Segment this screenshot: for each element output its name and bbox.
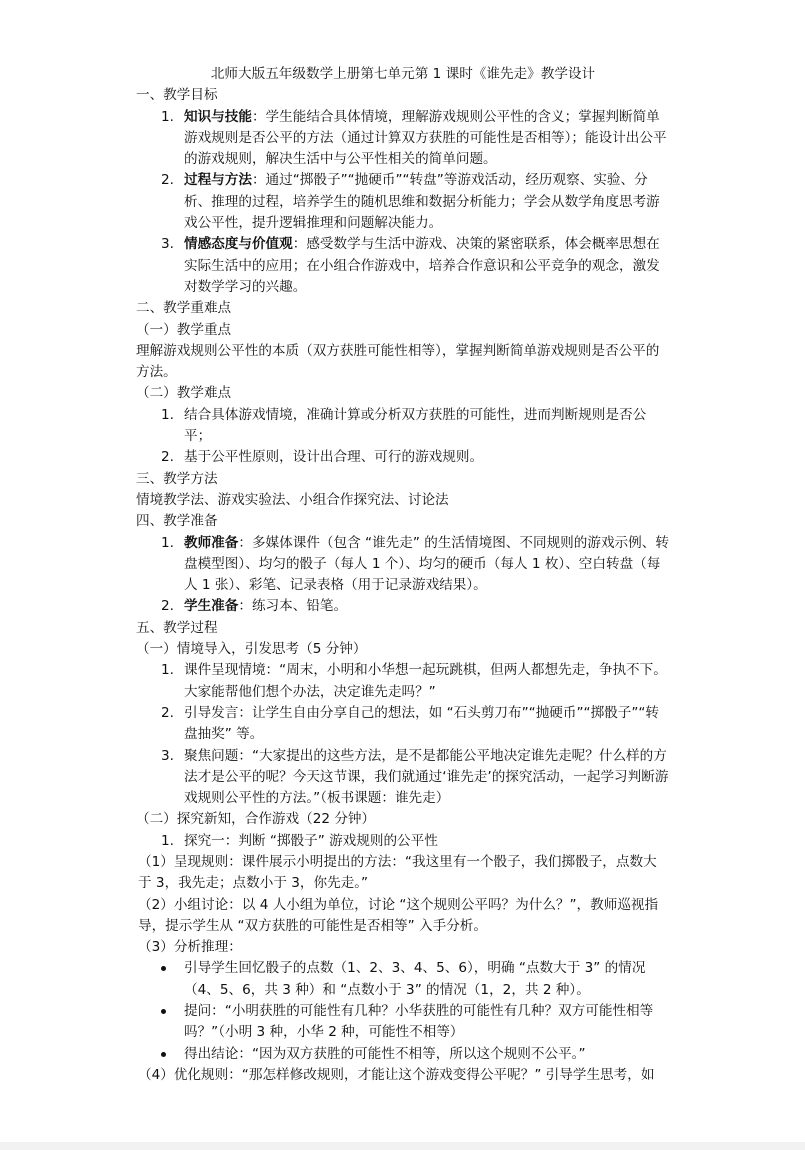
step-group-discussion: （2）小组讨论：以 4 人小组为单位，讨论 “这个规则公平吗？为什么？”，教师巡视指导，提示学生从 “双方获胜的可能性是否相等” 入手分析。 bbox=[138, 896, 659, 934]
item-text: 聚焦问题：“大家提出的这些方法，是不是都能公平地决定谁先走呢？什么样的方法才是公平的呢？今天这节课，我们就通过‘谁先走’的探究活动，一起学习判断游戏规则公平性的方法。”（板书课题：谁先走） bbox=[184, 747, 669, 807]
section-heading-process: 五、教学过程 bbox=[136, 619, 218, 636]
item-label: 情感态度与价值观 bbox=[184, 236, 293, 253]
list-item bbox=[136, 533, 670, 597]
subheading-difficulty: （二）教学难点 bbox=[136, 385, 232, 402]
list-number: 1. bbox=[161, 534, 174, 551]
subheading-key-point: （一）教学重点 bbox=[136, 321, 232, 338]
bullet-dot-icon bbox=[161, 1052, 166, 1057]
analysis-bullets bbox=[136, 958, 670, 1064]
bullet-item bbox=[136, 958, 670, 1001]
list-item bbox=[136, 107, 670, 171]
list-item bbox=[136, 447, 670, 468]
item-label: 过程与方法 bbox=[184, 172, 252, 189]
item-label: 学生准备 bbox=[184, 598, 239, 615]
list-number: 1. bbox=[161, 108, 174, 125]
bullet-dot-icon bbox=[161, 1009, 166, 1014]
difficulty-list bbox=[136, 405, 670, 469]
section-heading-key-points: 二、教学重难点 bbox=[136, 300, 232, 317]
list-number: 2. bbox=[161, 449, 174, 466]
item-text: ：学生能结合具体情境，理解游戏规则公平性的含义；掌握判断简单游戏规则是否公平的方法（通过计算双方获胜的可能性是否相等）；能设计出公平的游戏规则，解决生活中与公平性相关的简单问题。 bbox=[184, 108, 667, 168]
bullet-item bbox=[136, 1001, 670, 1044]
bullet-item bbox=[136, 1044, 670, 1065]
list-item bbox=[136, 405, 670, 448]
methods-text: 情境教学法、游戏实验法、小组合作探究法、讨论法 bbox=[136, 491, 449, 508]
bullet-dot-icon bbox=[161, 966, 166, 971]
bullet-text: 提问：“小明获胜的可能性有几种？小华获胜的可能性有几种？双方可能性相等吗？”（小明 3 种，小华 2 种，可能性不相等） bbox=[184, 1003, 654, 1041]
bullet-text: 得出结论：“因为双方获胜的可能性不相等，所以这个规则不公平。” bbox=[184, 1045, 586, 1062]
step-optimize-rule: （4）优化规则：“那怎样修改规则，才能让这个游戏变得公平呢？” 引导学生思考，如 bbox=[138, 1066, 655, 1083]
list-number: 1. bbox=[161, 662, 174, 679]
item-text: ：练习本、铅笔。 bbox=[238, 598, 348, 615]
document-title: 北师大版五年级数学上册第七单元第 1 课时《谁先走》教学设计 bbox=[210, 66, 596, 82]
document-content bbox=[136, 64, 670, 1086]
bullet-text: 引导学生回忆骰子的点数（1、2、3、4、5、6），明确 “点数大于 3” 的情况（4、5、6，共 3 种）和 “点数小于 3” 的情况（1，2，共 2 种）。 bbox=[184, 960, 646, 998]
item-text: 探究一：判断 “掷骰子” 游戏规则的公平性 bbox=[184, 832, 438, 849]
explore-list bbox=[136, 831, 670, 852]
list-number: 1. bbox=[161, 832, 174, 849]
list-number: 2. bbox=[161, 704, 174, 721]
item-text: ：通过“掷骰子”“抛硬币”“转盘”等游戏活动，经历观察、实验、分析、推理的过程，培养学生的随机思维和数据分析能力；学会从数学角度思考游戏公平性，提升逻辑推理和问题解决能力。 bbox=[184, 172, 660, 232]
list-item bbox=[136, 746, 670, 810]
list-item bbox=[136, 170, 670, 234]
step-present-rule: （1）呈现规则：课件展示小明提出的方法：“我这里有一个骰子，我们掷骰子，点数大于 3，我先走；点数小于 3，你先走。” bbox=[138, 853, 657, 892]
item-text: 课件呈现情境：“周末，小明和小华想一起玩跳棋，但两人都想先走，争执不下。大家能帮他们想个办法，决定谁先走吗？” bbox=[184, 662, 667, 700]
list-item bbox=[136, 660, 670, 703]
item-label: 知识与技能 bbox=[184, 108, 252, 125]
preparation-list bbox=[136, 533, 670, 618]
step-analysis: （3）分析推理： bbox=[138, 939, 242, 956]
intro-list bbox=[136, 660, 670, 809]
list-number: 1. bbox=[161, 406, 174, 423]
item-text: 引导发言：让学生自由分享自己的想法，如 “石头剪刀布”“抛硬币”“掷骰子”“转盘抽奖” 等。 bbox=[184, 704, 660, 743]
section-heading-methods: 三、教学方法 bbox=[136, 470, 218, 487]
subheading-intro: （一）情境导入，引发思考（5 分钟） bbox=[136, 641, 367, 658]
objectives-list bbox=[136, 107, 670, 299]
item-text: 基于公平性原则，设计出合理、可行的游戏规则。 bbox=[184, 449, 484, 466]
list-number: 3. bbox=[161, 747, 174, 764]
list-number: 3. bbox=[161, 236, 174, 253]
list-number: 2. bbox=[161, 598, 174, 615]
subheading-explore: （二）探究新知，合作游戏（22 分钟） bbox=[136, 811, 376, 828]
list-number: 2. bbox=[161, 172, 174, 189]
key-point-text: 理解游戏规则公平性的本质（双方获胜可能性相等），掌握判断简单游戏规则是否公平的方法。 bbox=[136, 342, 660, 381]
item-text: 结合具体游戏情境，准确计算或分析双方获胜的可能性，进而判断规则是否公平； bbox=[184, 406, 647, 445]
list-item bbox=[136, 234, 670, 298]
list-item bbox=[136, 703, 670, 746]
list-item bbox=[136, 831, 670, 852]
item-text: ：感受数学与生活中游戏、决策的紧密联系，体会概率思想在实际生活中的应用；在小组合作游戏中，培养合作意识和公平竞争的观念，激发对数学学习的兴趣。 bbox=[184, 236, 660, 295]
item-label: 教师准备 bbox=[184, 534, 239, 551]
list-item bbox=[136, 596, 670, 617]
section-heading-objectives: 一、教学目标 bbox=[136, 87, 218, 104]
section-heading-preparation: 四、教学准备 bbox=[136, 513, 218, 530]
item-text: ：多媒体课件（包含 “谁先走” 的生活情境图、不同规则的游戏示例、转盘模型图）、均匀的骰子（每人 1 个）、均匀的硬币（每人 1 枚）、空白转盘（每人 1 张）、彩笔、记录表格（用于记录游戏结果）。 bbox=[184, 534, 669, 594]
